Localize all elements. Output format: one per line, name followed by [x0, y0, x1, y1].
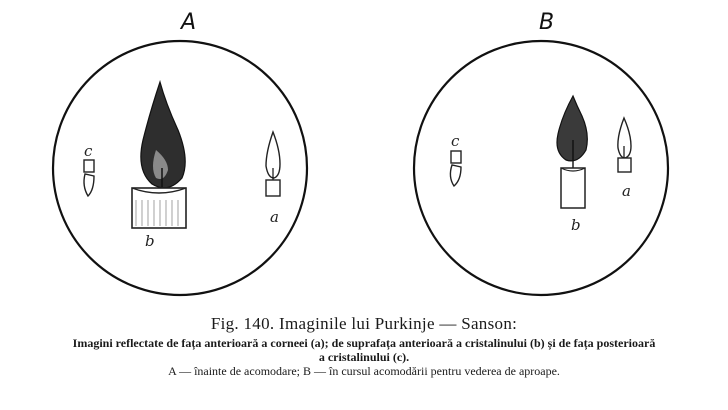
caption-line-3: A — înainte de acomodare; B — în cursul acomodării pentru vederea de aproape.	[168, 364, 560, 378]
panel-a-image-a	[266, 132, 280, 196]
panel-b-label-a: a	[622, 182, 631, 200]
panel-a-label-b: b	[145, 232, 155, 250]
panel-b-image-a	[618, 118, 631, 172]
figure-caption-title: Fig. 140. Imaginile lui Purkinje — Sanson:	[210, 314, 518, 333]
caption-line-2: a cristalinului (c).	[318, 350, 410, 364]
panel-b-label-b: b	[571, 216, 581, 234]
panel-a-label-a: a	[270, 208, 279, 226]
panel-a-image-c	[84, 160, 94, 196]
panel-b-label-c: c	[451, 132, 460, 150]
panel-a-letter: A	[181, 10, 197, 35]
caption-line-1: Imagini reflectate de fața anterioară a corneei (a); de suprafața anterioară a cristalinului (b) și de fața posterioară	[72, 336, 656, 350]
panel-b-image-c	[450, 151, 461, 186]
panel-b-letter: B	[539, 10, 555, 35]
figure-caption-body	[6, 336, 722, 378]
panel-a-label-c: c	[84, 142, 93, 160]
panel-a-image-b	[132, 82, 186, 228]
panel-b-image-b	[557, 96, 587, 208]
